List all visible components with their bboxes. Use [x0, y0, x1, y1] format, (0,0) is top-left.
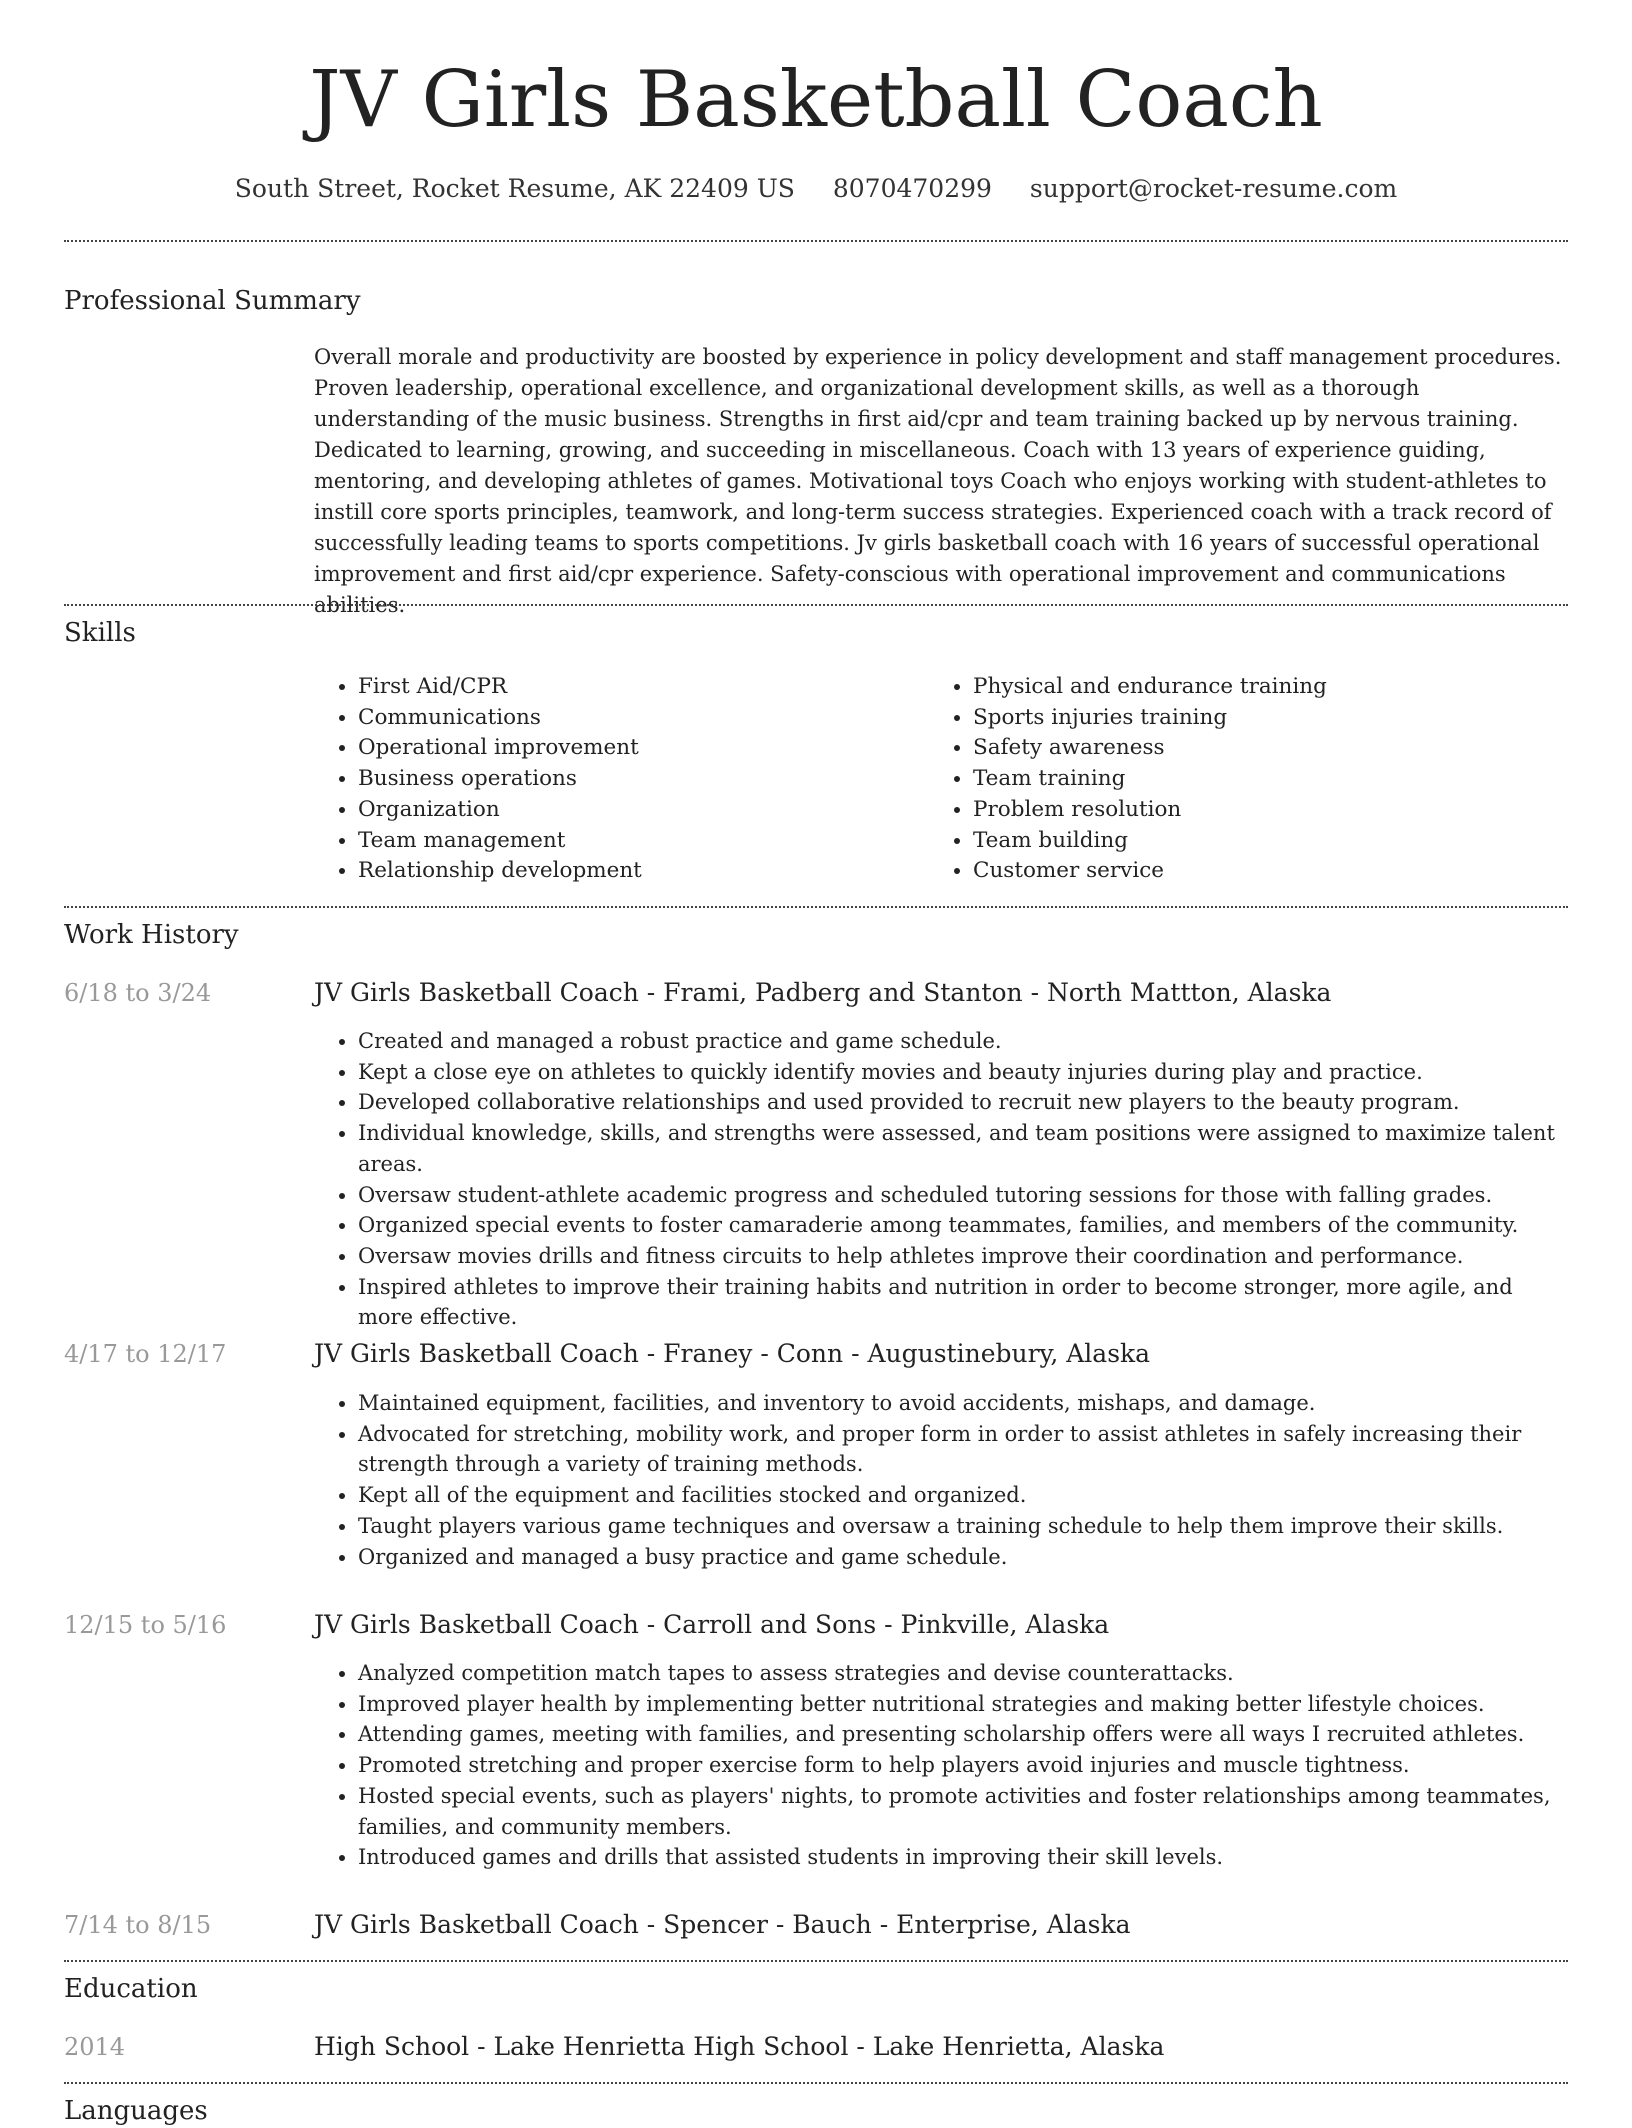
divider: [64, 906, 1568, 908]
divider: [64, 240, 1568, 242]
duty-item: • Maintained equipment, facilities, and inventory to avoid accidents, mishaps, and damage.: [358, 1388, 1568, 1419]
skills-list-left: [314, 672, 918, 887]
work-history-heading: Work History: [64, 920, 239, 950]
skill-item: • Team management: [358, 826, 918, 857]
skill-item: • Relationship development: [358, 856, 918, 887]
divider: [64, 2082, 1568, 2084]
address: South Street, Rocket Resume, AK 22409 US: [234, 174, 795, 203]
duty-item: • Advocated for stretching, mobility work, and proper form in order to assist athletes in safely increasing their strength through a variety of training methods.: [358, 1419, 1568, 1480]
skill-item: • Customer service: [973, 856, 1573, 887]
phone: 8070470299: [832, 174, 992, 203]
contact-line: [0, 172, 1632, 206]
duty-item: • Oversaw movies drills and fitness circuits to help athletes improve their coordination and performance.: [358, 1241, 1568, 1272]
duty-item: • Analyzed competition match tapes to assess strategies and devise counterattacks.: [358, 1658, 1568, 1689]
duty-item: • Created and managed a robust practice and game schedule.: [358, 1026, 1568, 1057]
duty-item: • Taught players various game techniques and oversaw a training schedule to help them improve their skills.: [358, 1511, 1568, 1542]
summary-heading: Professional Summary: [64, 286, 361, 316]
duty-item: • Introduced games and drills that assisted students in improving their skill levels.: [358, 1842, 1568, 1873]
email: support@rocket-resume.com: [1029, 174, 1398, 203]
duty-item: • Organized and managed a busy practice and game schedule.: [358, 1542, 1568, 1573]
skills-list-right: [929, 672, 1573, 887]
skill-item: • Physical and endurance training: [973, 672, 1573, 703]
duty-item: • Attending games, meeting with families, and presenting scholarship offers were all ways I recruited athletes.: [358, 1719, 1568, 1750]
education-dates: 2014: [64, 2033, 126, 2061]
job-dates: 6/18 to 3/24: [64, 979, 212, 1007]
skill-item: • Safety awareness: [973, 733, 1573, 764]
education-heading: Education: [64, 1974, 198, 2004]
skills-heading: Skills: [64, 618, 136, 648]
education-entry: High School - Lake Henrietta High School - Lake Henrietta, Alaska: [314, 2032, 1165, 2061]
duty-item: • Kept a close eye on athletes to quickly identify movies and beauty injuries during play and practice.: [358, 1057, 1568, 1088]
duty-item: • Organized special events to foster camaraderie among teammates, families, and members of the community.: [358, 1210, 1568, 1241]
skill-item: • Team building: [973, 826, 1573, 857]
job-dates: 4/17 to 12/17: [64, 1340, 227, 1368]
job-title: JV Girls Basketball Coach - Spencer - Bauch - Enterprise, Alaska: [314, 1910, 1131, 1939]
skill-item: • Organization: [358, 795, 918, 826]
skill-item: • Team training: [973, 764, 1573, 795]
skill-item: • Business operations: [358, 764, 918, 795]
job-duties: [314, 1658, 1568, 1873]
divider: [64, 604, 1568, 606]
duty-item: • Hosted special events, such as players' nights, to promote activities and foster relationships among teammates, families, and community members.: [358, 1781, 1568, 1842]
duty-item: • Individual knowledge, skills, and strengths were assessed, and team positions were assigned to maximize talent areas.: [358, 1118, 1568, 1179]
job-title: JV Girls Basketball Coach - Carroll and Sons - Pinkville, Alaska: [314, 1610, 1110, 1639]
skill-item: • First Aid/CPR: [358, 672, 918, 703]
skill-item: • Operational improvement: [358, 733, 918, 764]
duty-item: • Developed collaborative relationships and used provided to recruit new players to the beauty program.: [358, 1087, 1568, 1118]
duty-item: • Oversaw student-athlete academic progress and scheduled tutoring sessions for those with falling grades.: [358, 1180, 1568, 1211]
candidate-name: JV Girls Basketball Coach: [309, 55, 1323, 145]
job-duties: [314, 1026, 1568, 1333]
job-title: JV Girls Basketball Coach - Franey - Conn - Augustinebury, Alaska: [314, 1339, 1151, 1368]
job-dates: 12/15 to 5/16: [64, 1611, 227, 1639]
duty-item: • Improved player health by implementing better nutritional strategies and making better lifestyle choices.: [358, 1689, 1568, 1720]
skill-item: • Communications: [358, 703, 918, 734]
divider: [64, 1960, 1568, 1962]
skill-item: • Sports injuries training: [973, 703, 1573, 734]
job-dates: 7/14 to 8/15: [64, 1911, 212, 1939]
duty-item: • Promoted stretching and proper exercise form to help players avoid injuries and muscle tightness.: [358, 1750, 1568, 1781]
languages-heading: Languages: [64, 2096, 208, 2126]
duty-item: • Kept all of the equipment and facilities stocked and organized.: [358, 1480, 1568, 1511]
job-title: JV Girls Basketball Coach - Frami, Padberg and Stanton - North Mattton, Alaska: [314, 978, 1332, 1007]
summary-text: Overall morale and productivity are boosted by experience in policy development and staff management procedures. Proven leadership, operational excellence, and organizational development skills, as well as a thorough understanding of the music business. Strengths in first aid/cpr and team training backed up by nervous training. Dedicated to learning, growing, and succeeding in miscellaneous. Coach with 13 years of experience guiding, mentoring, and developing athletes of games. Motivational toys Coach who enjoys working with student-athletes to instill core sports principles, teamwork, and long-term success strategies. Experienced coach with a track record of successfully leading teams to sports competitions. Jv girls basketball coach with 16 years of successful operational improvement and first aid/cpr experience. Safety-conscious with operational improvement and communications abilities.: [314, 345, 1562, 617]
job-duties: [314, 1388, 1568, 1572]
skill-item: • Problem resolution: [973, 795, 1573, 826]
duty-item: • Inspired athletes to improve their training habits and nutrition in order to become stronger, more agile, and more effective.: [358, 1272, 1568, 1333]
